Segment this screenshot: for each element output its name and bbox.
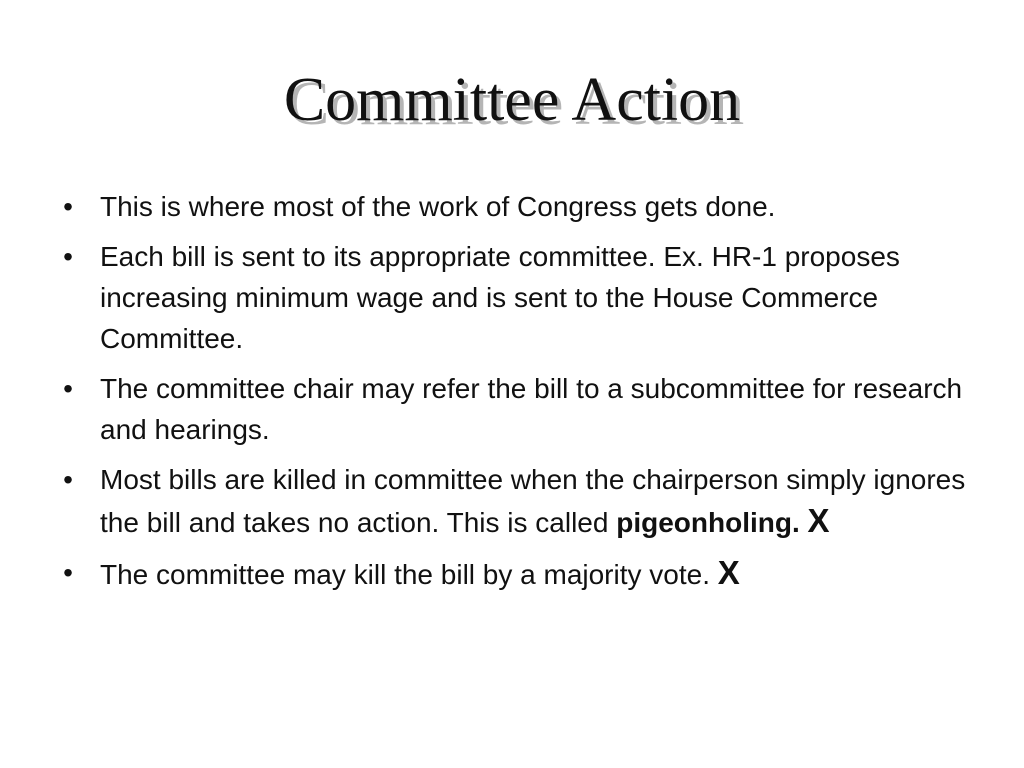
bullet-dot: • [63,241,73,272]
bullet-dot: • [63,373,73,404]
slide-title: Committee Action [283,66,741,134]
bullet-text: The committee chair may refer the bill to a subcommittee for research and hearings. [100,373,963,445]
x-mark: X [807,502,830,539]
bullet-item-1 [58,186,978,227]
bullet-dot: • [63,557,73,588]
bullet-dot: • [63,191,73,222]
bullet-item-2 [58,236,978,359]
x-mark: X [717,554,740,591]
bullet-list [58,186,978,604]
bullet-item-4 [58,459,978,543]
bullet-text: Each bill is sent to its appropriate committee. Ex. HR-1 proposes increasing minimum wage and is sent to the House Commerce Committee. [100,241,900,354]
pigeonholing-term: pigeonholing. [616,507,800,538]
bullet-text: Most bills are killed in committee when the chairperson simply ignores the bill and takes no action. This is called [100,464,966,538]
bullet-item-5 [58,552,978,595]
bullet-text: This is where most of the work of Congress gets done. [100,191,776,222]
bullet-item-3 [58,368,978,450]
bullet-text: The committee may kill the bill by a majority vote. [100,559,718,590]
bullet-dot: • [63,464,73,495]
